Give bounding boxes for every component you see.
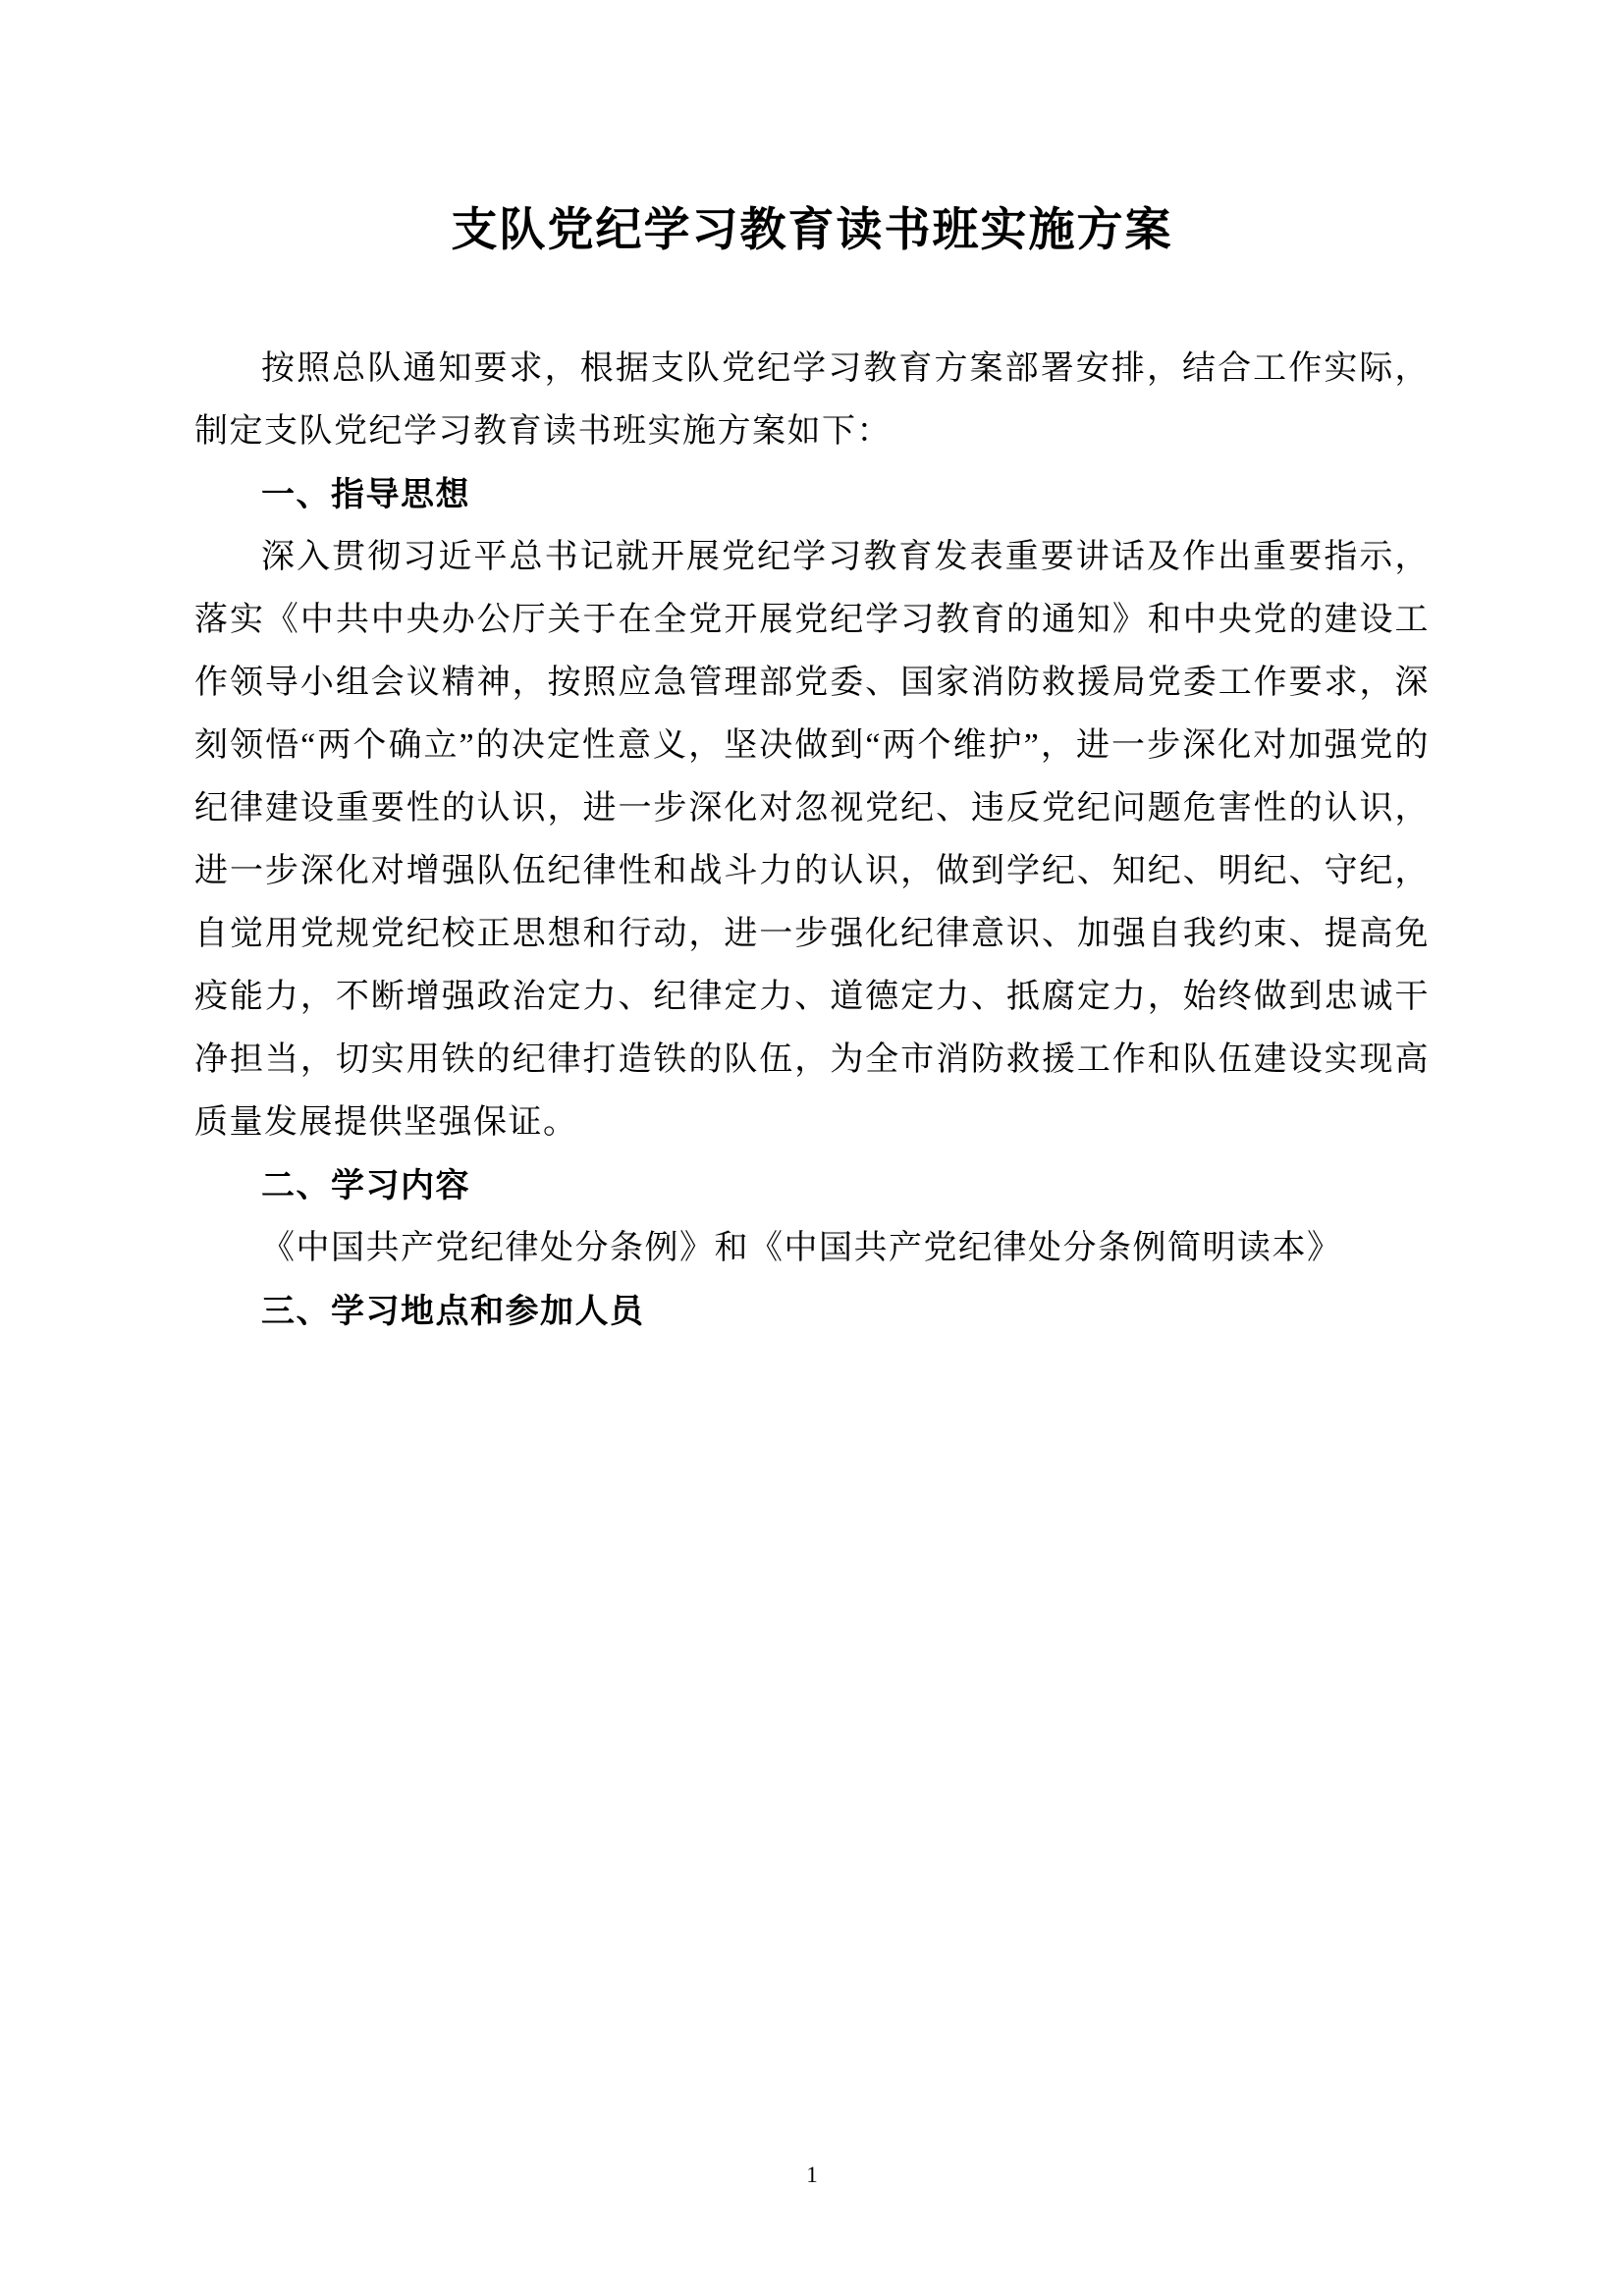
section-heading-2: 二、学习内容: [261, 1167, 470, 1205]
document-title: 支队党纪学习教育读书班实施方案: [451, 205, 1173, 256]
section-1-paragraph: 深入贯彻习近平总书记就开展党纪学习教育发表重要讲话及作出重要指示，落实《中共中央办公厅关于在全党开展党纪学习教育的通知》和中央党的建设工作领导小组会议精神，按照应急管理部党委、国家消防救援局党委工作要求，深刻领悟“两个确立”的决定性意义，坚决做到“两个维护”，进一步深化对加强党的纪律建设重要性的认识，进一步深化对忽视党纪、违反党纪问题危害性的认识，进一步深化对增强队伍纪律性和战斗力的认识，做到学纪、知纪、明纪、守纪，自觉用党规党纪校正思想和行动，进一步强化纪律意识、加强自我约束、提高免疫能力，不断增强政治定力、纪律定力、道德定力、抵腐定力，始终做到忠诚干净担当，切实用铁的纪律打造铁的队伍，为全市消防救援工作和队伍建设实现高质量发展提供坚强保证。: [194, 539, 1430, 1142]
section-2-paragraph: 《中国共产党纪律处分条例》和《中国共产党纪律处分条例简明读本》: [261, 1230, 1342, 1267]
section-heading-3: 三、学习地点和参加人员: [261, 1293, 645, 1331]
section-heading-1: 一、指导思想: [261, 476, 470, 514]
intro-paragraph: 按照总队通知要求，根据支队党纪学习教育方案部署安排，结合工作实际，制定支队党纪学习教育读书班实施方案如下：: [194, 350, 1430, 451]
document-content: [194, 201, 1430, 1343]
page-number: 1: [806, 2163, 818, 2187]
